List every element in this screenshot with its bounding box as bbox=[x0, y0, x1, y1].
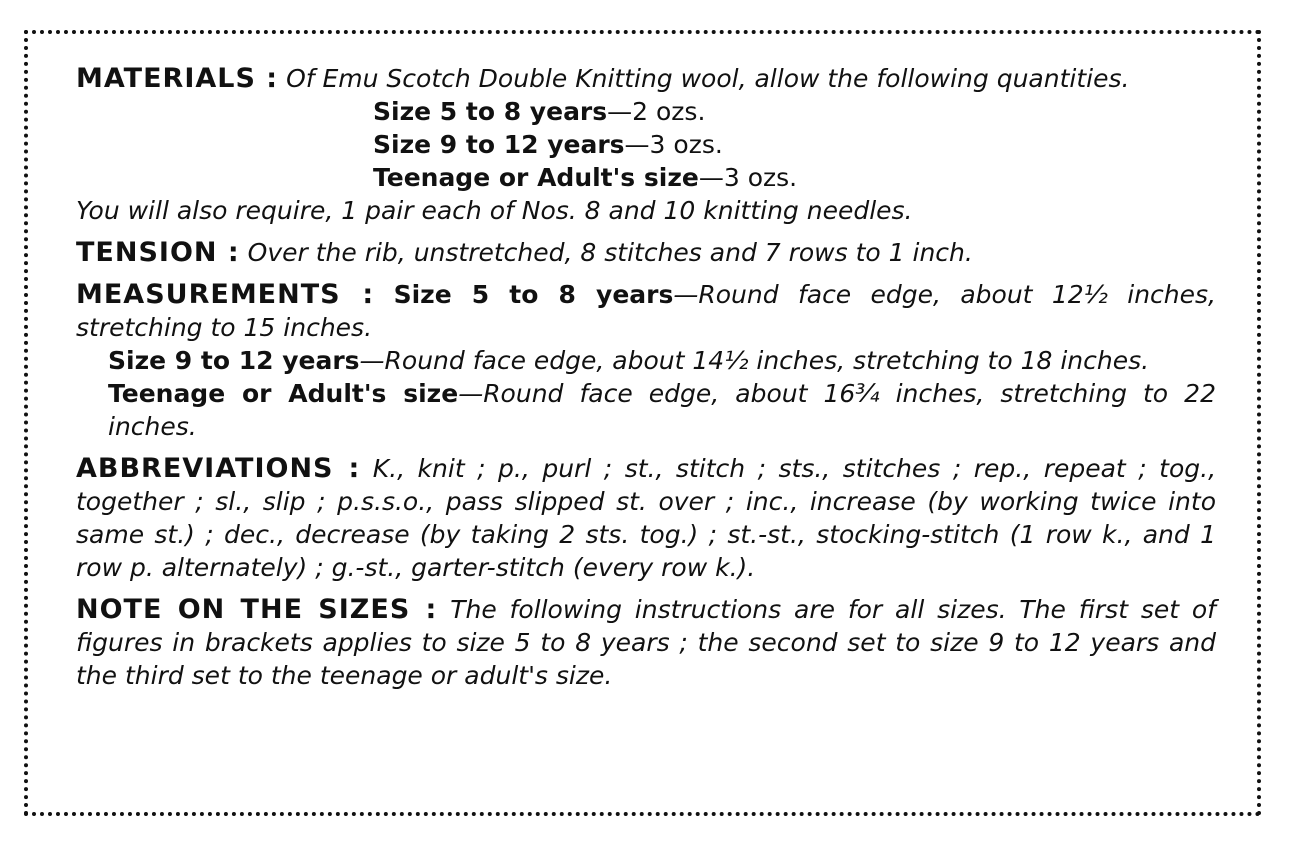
measurements-size3-text: —Round face edge, about 16¾ inches, stretching to 22 inches. bbox=[108, 379, 1216, 441]
measurements-size2-line bbox=[76, 344, 1216, 377]
materials-size-row bbox=[373, 95, 1216, 128]
size-label: Teenage or Adult's size bbox=[373, 163, 699, 192]
size-quantity: —3 ozs. bbox=[624, 130, 723, 159]
measurements-size2-label: Size 9 to 12 years bbox=[108, 346, 360, 375]
pattern-text-block bbox=[76, 62, 1216, 692]
measurements-heading: MEASUREMENTS : bbox=[76, 279, 375, 310]
abbreviations-text: K., knit ; p., purl ; st., stitch ; sts., stitches ; rep., repeat ; tog., together ; sl., slip ; p.s.s.o., pass slipped st. over ; inc., increase (by working twice into same st.) ; dec., decrease (by taking 2 sts. tog.) ; st.-st., stocking-stitch (1 row k., and 1 row p. alternately) ; g.-st., garter-stitch (every row k.). bbox=[76, 454, 1217, 582]
measurements-size3-line bbox=[76, 377, 1216, 443]
materials-size-row bbox=[373, 128, 1216, 161]
materials-heading: MATERIALS : bbox=[76, 63, 279, 94]
note-paragraph bbox=[76, 593, 1216, 692]
tension-paragraph bbox=[76, 236, 1216, 269]
size-quantity: —3 ozs. bbox=[698, 163, 798, 192]
abbreviations-paragraph bbox=[76, 452, 1216, 584]
materials-intro: Of Emu Scotch Double Knitting wool, allow the following quantities. bbox=[286, 64, 1130, 93]
abbreviations-heading: ABBREVIATIONS : bbox=[76, 453, 361, 484]
measurements-size3-label: Teenage or Adult's size bbox=[108, 379, 459, 408]
measurements-size1-text: —Round face edge, about 12½ inches, stretching to 15 inches. bbox=[76, 280, 1216, 342]
size-label: Size 5 to 8 years bbox=[373, 97, 608, 126]
measurements-size1-label: Size 5 to 8 years bbox=[393, 280, 674, 309]
materials-paragraph bbox=[76, 62, 1216, 95]
materials-size-list bbox=[76, 95, 1216, 194]
measurements-size2-text: —Round face edge, about 14½ inches, stretching to 18 inches. bbox=[359, 346, 1150, 375]
size-label: Size 9 to 12 years bbox=[373, 130, 625, 159]
tension-text: Over the rib, unstretched, 8 stitches and 7 rows to 1 inch. bbox=[247, 238, 973, 267]
note-text: The following instructions are for all sizes. The first set of figures in brackets applies to size 5 to 8 years ; the second set to size 9 to 12 years and the third set to the teenage or adult's size. bbox=[76, 595, 1216, 690]
materials-size-row bbox=[373, 161, 1216, 194]
note-heading: NOTE ON THE SIZES : bbox=[76, 594, 438, 625]
measurements-paragraph bbox=[76, 278, 1216, 344]
size-quantity: —2 ozs. bbox=[607, 97, 706, 126]
needles-note: You will also require, 1 pair each of Nos. 8 and 10 knitting needles. bbox=[76, 196, 913, 225]
tension-heading: TENSION : bbox=[76, 237, 240, 268]
